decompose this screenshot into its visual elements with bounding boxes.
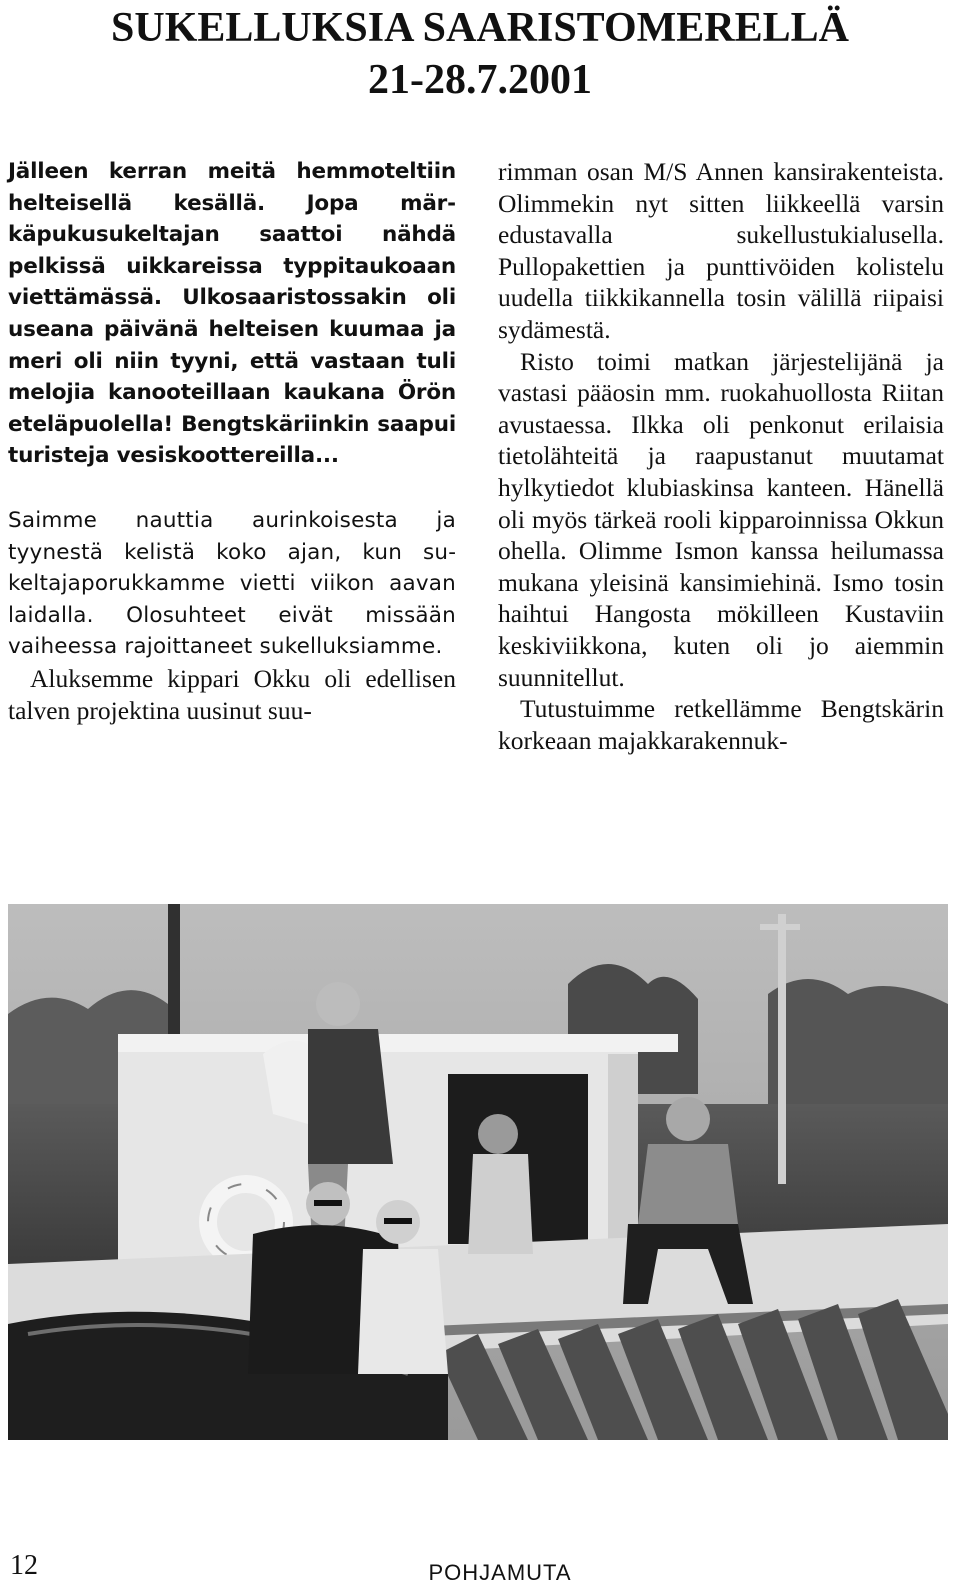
article-title: SUKELLUKSIA SAARISTOMERELLÄ [111,5,849,51]
paragraph-2-continued: rimman osan M/S Annen kansirakenteista. Olimmekin nyt sitten liikkeellä varsin edustavalla sukellustukialusella. Pullopakettien ja punttivöiden kolistelu uudella tiikkikannella tosin välillä riipaisi sydämestä. [498,157,944,344]
paragraph-1: Saimme nauttia aurinkoisesta ja tyynestä kelistä koko ajan, kun sukeltajaporukkamme vietti viikon aavan laidalla. Olosuhteet eivät missään vaiheessa rajoittaneet sukelluksiamme. [8,507,456,660]
magazine-name: POHJAMUTA [428,1560,572,1585]
group-photo [8,904,948,1440]
page-number: 12 [10,1550,38,1581]
article-date: 21-28.7.2001 [368,57,592,103]
lead-paragraph: Jälleen kerran meitä hemmoteltiin helteisellä kesällä. Jopa märkäpukusukeltajan saattoi nähdä pelkissä uikkareissa typpitaukoaan viettämässä. Ulkosaaristossakin oli useana päivänä helteisen kuumaa ja meri oli niin tyyni, että vastaan tuli melojia kanooteillaan kaukana Örön eteläpuolella! Bengtskäriinkin saapui turisteja vesiskoottereilla... [8,159,456,469]
text-column-right [498,156,944,756]
boat-photo-illustration [8,904,948,1440]
text-column-left [8,156,456,726]
paragraph-4: Tutustuimme retkellämme Bengtskärin korkeaan majakkarakennuk- [498,694,944,755]
paragraph-3: Risto toimi matkan järjestelijänä ja vastasi pääosin mm. ruokahuollosta Riitan avustaessa. Ilkka oli penkonut erilaisia tietolähteitä ja raapustanut muutamat hylkytiedot klubiaskinsa kanteen. Hänellä oli myös tärkeä rooli kipparoinnissa Okkun ohella. Olimme Ismon kanssa heilumassa mukana yleisinä kansimiehinä. Ismo tosin haihtui Hangosta mökilleen Kustaviin keskiviikkona, kuten oli jo aiemmin suunnitellut. [498,346,944,692]
paragraph-2-start: Aluksemme kippari Okku oli edellisen talven projektina uusinut suu- [8,663,456,725]
